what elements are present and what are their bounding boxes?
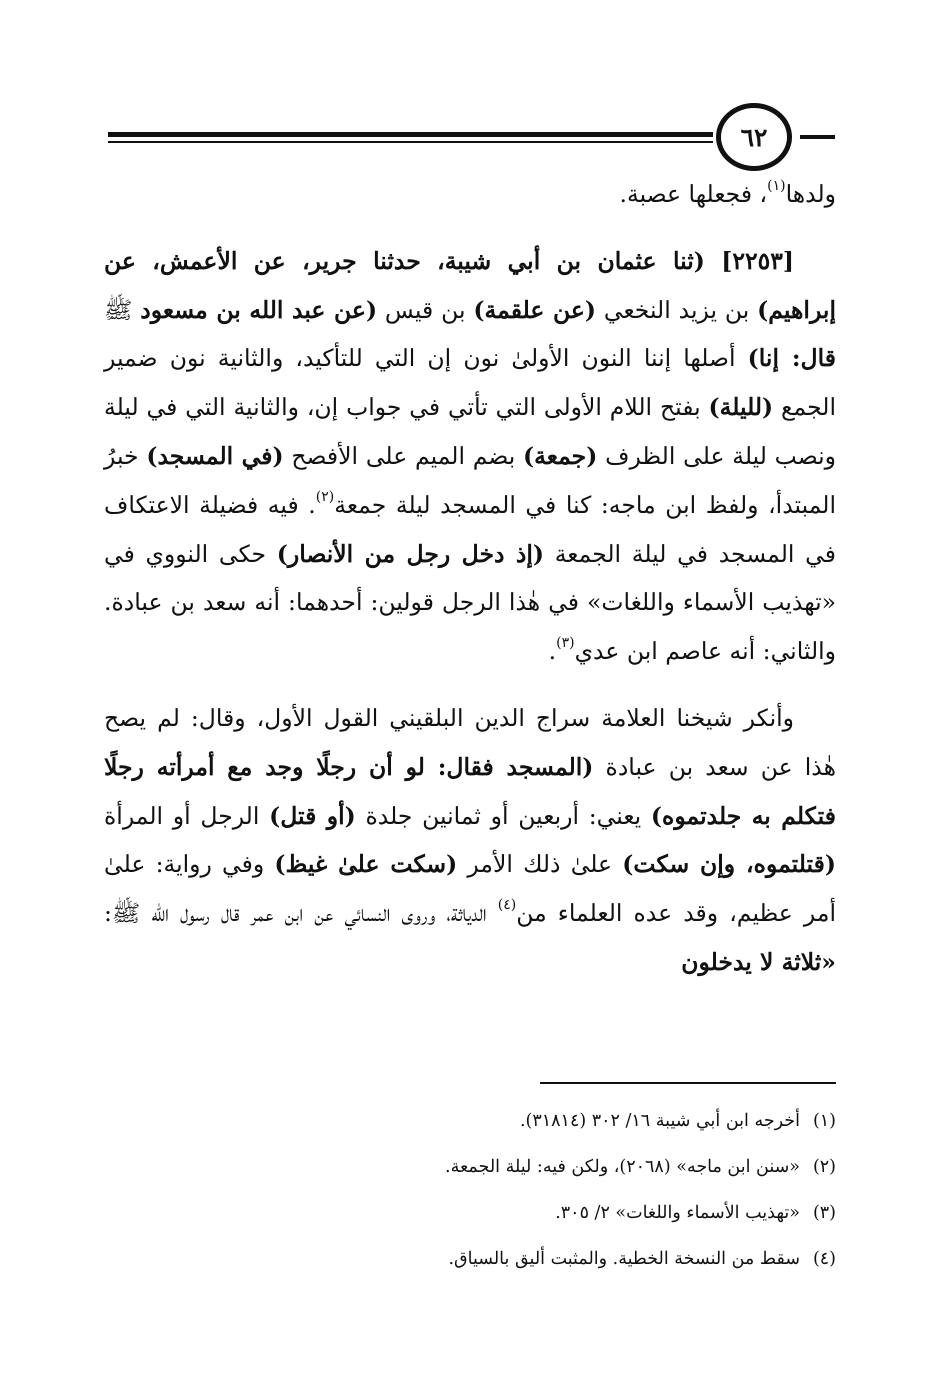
footnote-separator (540, 1082, 836, 1084)
footnote-ref-1: (١) (767, 178, 786, 194)
footnotes (200, 1098, 836, 1282)
page-number: ٦٢ (716, 103, 792, 171)
footnote-ref-4: (٤) (497, 897, 517, 914)
footnote-ref-2: (٢) (315, 488, 335, 505)
main-text (104, 170, 836, 987)
footnote-3: (٣)«تهذيب الأسماء واللغات» ٢/ ٣٠٥. (555, 1203, 836, 1223)
paragraph-2: [٢٢٥٣] (ثنا عثمان بن أبي شيبة، حدثنا جرير، عن الأعمش، عن إبراهيم) بن يزيد النخعي (عن علقمة) بن قيس (عن عبد الله بن مسعود ﷺ قال: إنا) أصلها إننا النون الأولىٰ نون إن التي للتأكيد، والثانية نون ضمير الجمع (لليلة) بفتح اللام الأولى التي تأتي في جواب إن، والثانية التي في ليلة ونصب ليلة على الظرف (جمعة) بضم الميم على الأفصح (في المسجد) خبرُ المبتدأ، ولفظ ابن ماجه: كنا في المسجد ليلة جمعة$^{(٢)}$. فيه فضيلة الاعتكاف في المسجد في ليلة الجمعة (إذ دخل رجل من الأنصار) حكى النووي في «تهذيب الأسماء واللغات» في هٰذا الرجل قولين: أحدهما: أنه سعد بن عبادة. والثاني: أنه عاصم ابن عدي$^{(٣)}$. (104, 246, 836, 666)
footnote-1: (١)أخرجه ابن أبي شيبة ١٦/ ٣٠٢ (٣١٨١٤). (519, 1111, 836, 1131)
paragraph-3: وأنكر شيخنا العلامة سراج الدين البلقيني القول الأول، وقال: لم يصح هٰذا عن سعد بن عبادة (المسجد فقال: لو أن رجلًا وجد مع أمرأته رجلًا فتكلم به جلدتموه) يعني: أربعين أو ثمانين جلدة (أو قتل) الرجل أو المرأة (قتلتموه، وإن سكت) علىٰ ذلك الأمر (سكت علىٰ غيظ) وفي رواية: علىٰ أمر عظيم، وقد عده العلماء من$^{(٤)}$ الدياثة، وروى النسائي عن ابن عمر قال رسول الله ﷺ: «ثلاثة لا يدخلون (104, 703, 836, 976)
header-rule-right (800, 135, 835, 139)
footnote-ref-3: (٣) (556, 635, 575, 652)
paragraph-1: ولدها$^{(١)}$، فجعلها عصبة. (619, 178, 836, 208)
header-rule-thick (108, 132, 713, 137)
footnote-4: (٤)سقط من النسخة الخطية. والمثبت أليق بالسياق. (448, 1249, 836, 1269)
header-rule-thin (108, 141, 713, 143)
footnote-2: (٢)«سنن ابن ماجه» (٢٠٦٨)، ولكن فيه: ليلة الجمعة. (445, 1157, 836, 1177)
